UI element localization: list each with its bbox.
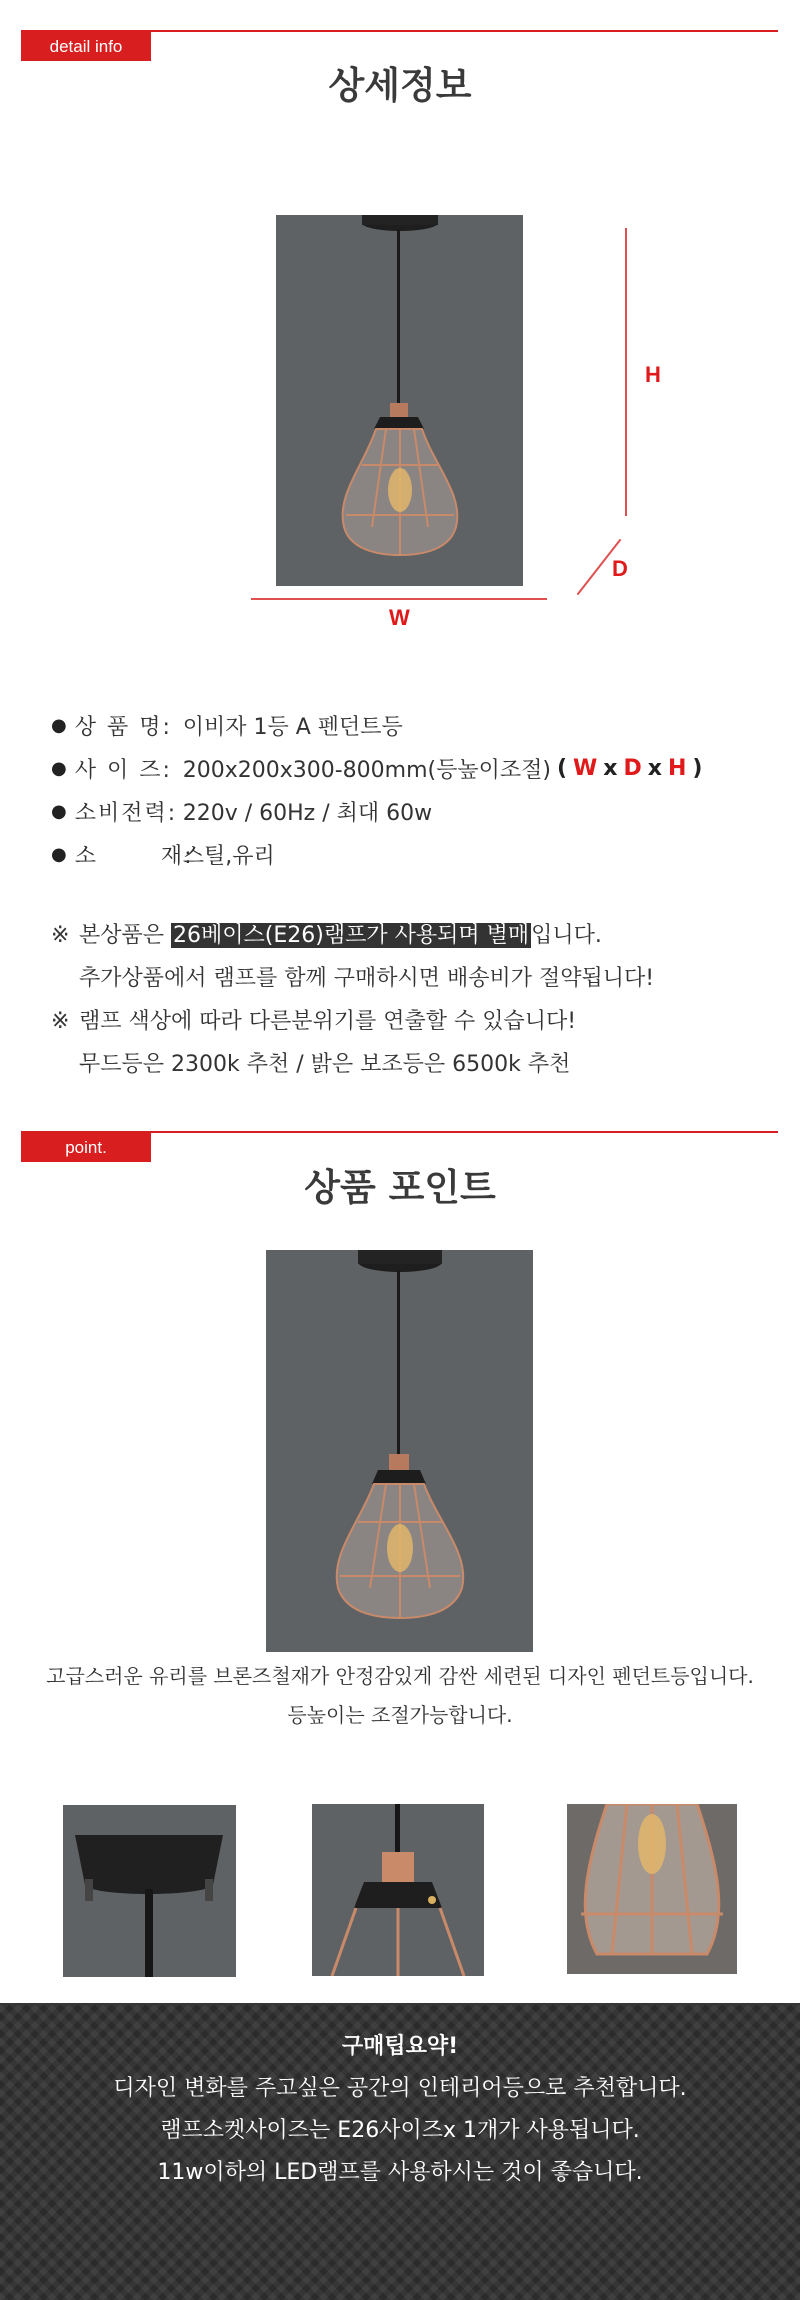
spec-value: 200x200x300-800mm(등높이조절) xyxy=(182,757,551,783)
spec-label: 상 품 명: xyxy=(74,714,172,740)
bullet-icon: ● xyxy=(51,714,67,736)
tips-line-2: 램프소켓사이즈는 E26사이즈x 1개가 사용됩니다. xyxy=(160,2118,640,2143)
lamp-photo-point xyxy=(266,1250,533,1652)
spec-label: 소비전력: xyxy=(74,800,178,826)
purchase-tips-panel xyxy=(0,2003,800,2300)
spec-label: 소 재: xyxy=(74,843,194,869)
glass-shade-icon xyxy=(567,1804,737,1974)
point-caption-1: 고급스러운 유리를 브론즈철재가 안정감있게 감싼 세련된 디자인 펜던트등입니다. xyxy=(46,1664,754,1688)
size-d: D xyxy=(623,755,642,781)
detail-info-title: 상세정보 xyxy=(328,64,472,107)
note-highlight: 26베이스(E26)램프가 사용되며 별매 xyxy=(173,923,530,948)
pendant-lamp-icon xyxy=(266,1250,533,1652)
point-caption-2: 등높이는 조절가능합니다. xyxy=(287,1703,513,1727)
height-dimension-label: H xyxy=(645,362,661,387)
note-line-3 xyxy=(51,1004,576,1035)
thumb-ceiling-mount xyxy=(63,1805,236,1977)
spec-row-size xyxy=(51,752,702,784)
thumb-glass xyxy=(567,1804,737,1974)
socket-icon xyxy=(312,1804,484,1976)
size-h: H xyxy=(667,755,687,781)
ceiling-mount-icon xyxy=(63,1805,236,1977)
bullet-icon: ● xyxy=(51,800,67,822)
spec-row-name xyxy=(51,709,403,741)
bullet-icon: ● xyxy=(51,757,67,779)
spec-label: 사 이 즈: xyxy=(74,757,172,783)
tips-line-1: 디자인 변화를 주고싶은 공간의 인테리어등으로 추천합니다. xyxy=(113,2076,687,2101)
spec-row-power xyxy=(51,795,432,827)
bullet-icon: ● xyxy=(51,843,67,865)
tips-title: 구매팁요약! xyxy=(341,2034,459,2059)
size-w: W xyxy=(573,755,598,781)
thumb-socket xyxy=(312,1804,484,1976)
note-line-1 xyxy=(51,918,602,949)
depth-dimension-label: D xyxy=(612,556,628,581)
height-dimension-line xyxy=(625,228,627,516)
spec-row-material xyxy=(51,838,275,870)
spec-value: 220v / 60Hz / 최대 60w xyxy=(182,800,433,826)
lamp-photo-main xyxy=(276,215,523,586)
note-mark: ※ xyxy=(51,1009,70,1034)
note-line-4: 무드등은 2300k 추천 / 밝은 보조등은 6500k 추천 xyxy=(79,1052,571,1077)
width-dimension-label: W xyxy=(389,605,410,630)
note-text: 입니다. xyxy=(531,923,602,948)
note-text: 램프 색상에 따라 다른분위기를 연출할 수 있습니다! xyxy=(79,1009,577,1034)
size-x: x xyxy=(603,755,618,781)
size-close-paren: ) xyxy=(692,755,703,781)
point-tag: point. xyxy=(21,1133,151,1162)
spec-value: 스틸,유리 xyxy=(182,843,275,869)
note-text: 본상품은 xyxy=(79,923,172,948)
point-title: 상품 포인트 xyxy=(304,1166,496,1209)
spec-value: 이비자 1등 A 펜던트등 xyxy=(182,714,403,740)
pendant-lamp-icon xyxy=(276,215,523,586)
width-dimension-line xyxy=(251,598,547,600)
size-open-paren: ( xyxy=(556,755,568,781)
note-mark: ※ xyxy=(51,923,70,948)
note-line-2: 추가상품에서 램프를 함께 구매하시면 배송비가 절약됩니다! xyxy=(79,966,655,991)
detail-info-tag: detail info xyxy=(21,32,151,61)
size-x: x xyxy=(647,755,662,781)
tips-line-3: 11w이하의 LED램프를 사용하시는 것이 좋습니다. xyxy=(157,2160,643,2185)
